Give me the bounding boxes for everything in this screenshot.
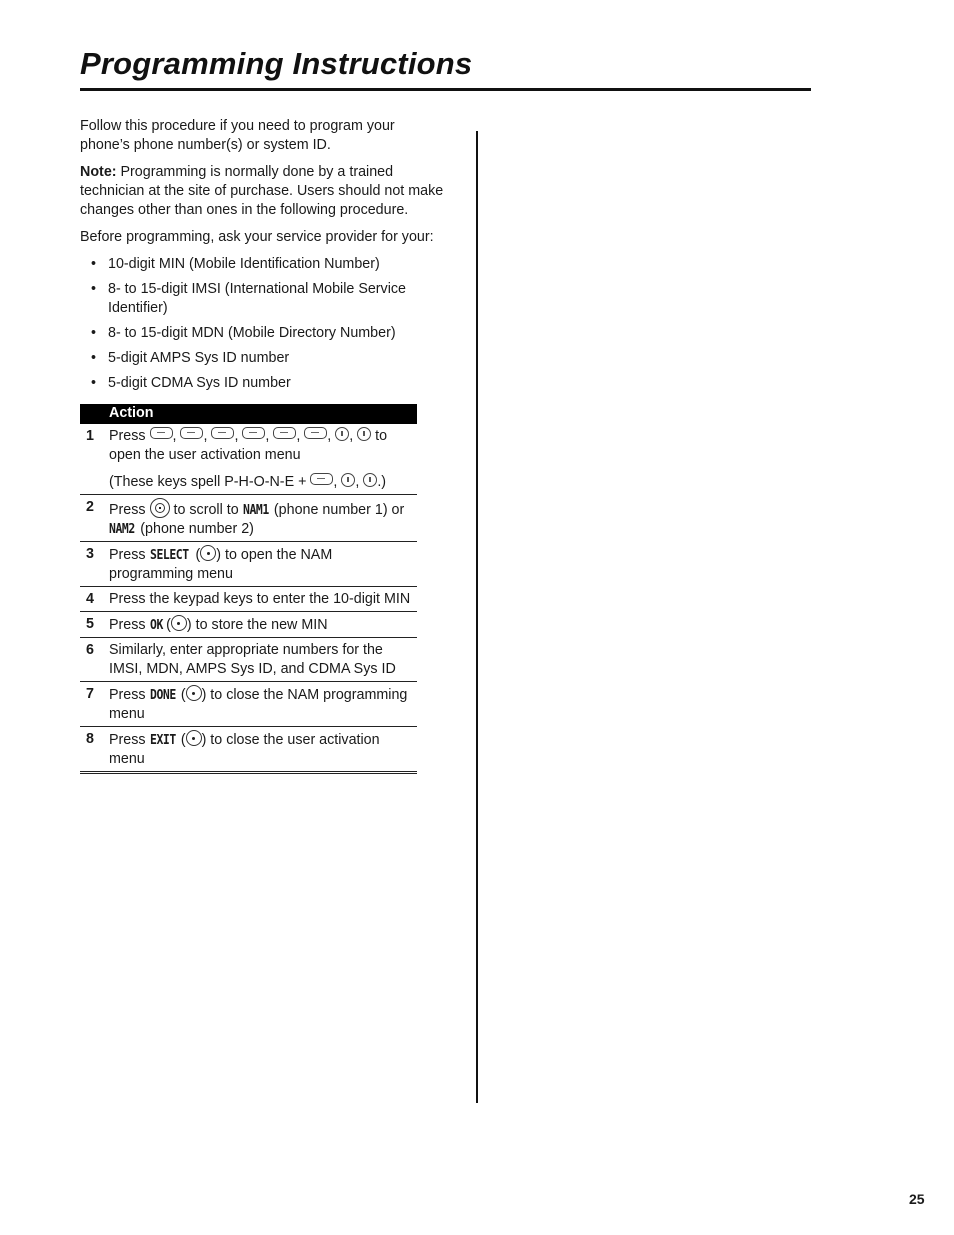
step-number: 6	[80, 638, 109, 682]
title-rule	[80, 88, 811, 91]
step-number: 1	[80, 424, 109, 495]
navigation-key-icon	[150, 498, 170, 518]
step1-sep: ,	[265, 428, 274, 444]
table-header-row	[80, 404, 417, 424]
step7-c: ) to close the NAM programming menu	[109, 687, 408, 722]
step-text: Similarly, enter appropriate numbers for the IMSI, MDN, AMPS Sys ID, and CDMA Sys ID	[109, 638, 417, 682]
step-text	[109, 727, 417, 773]
page-title: Programming Instructions	[80, 46, 473, 81]
menu-key-icon	[363, 473, 377, 487]
menu-key-icon	[341, 473, 355, 487]
menu-key-icon	[335, 427, 349, 441]
table-row	[80, 682, 417, 727]
step1-sep: ,	[296, 428, 305, 444]
step1-note-d: .)	[377, 474, 387, 490]
action-header: Action	[80, 404, 417, 424]
page-number: 25	[909, 1191, 925, 1207]
step-number: 5	[80, 612, 109, 638]
step5-c: ) to store the new MIN	[186, 617, 328, 633]
pound-key-icon	[304, 427, 327, 439]
step2-c: (phone number 1) or	[269, 502, 405, 518]
step1-sep: ,	[234, 428, 243, 444]
6-mno-key-icon	[242, 427, 265, 439]
center-select-key-icon	[186, 685, 202, 701]
step1-press: Press	[109, 428, 150, 444]
list-item: • 5-digit AMPS Sys ID number	[80, 349, 445, 368]
step1-note-a: (These keys spell P-H-O-N-E +	[109, 474, 311, 490]
step-text: Press the keypad keys to enter the 10-digit MIN	[109, 587, 417, 612]
step-text	[109, 424, 417, 495]
step7-b: (	[176, 687, 186, 703]
step-number: 4	[80, 587, 109, 612]
note-text: Programming is normally done by a trained technician at the site of purchase. Users should not make changes other than ones in the following procedure.	[80, 164, 444, 218]
nam1-display-label: NAM1	[242, 503, 269, 518]
step-number: 3	[80, 542, 109, 587]
3-def-key-icon	[273, 427, 296, 439]
requirements-list	[80, 255, 445, 393]
table-row	[80, 727, 417, 773]
table-row	[80, 638, 417, 682]
list-item: • 5-digit CDMA Sys ID number	[80, 374, 445, 393]
4-ghi-key-icon	[180, 427, 203, 439]
nam2-display-label: NAM2	[109, 522, 135, 537]
step-number: 2	[80, 495, 109, 542]
step1-sep: ,	[349, 428, 358, 444]
step1-tail: to open the user activation menu	[109, 428, 388, 463]
step1-sep: ,	[327, 428, 336, 444]
table-row	[80, 495, 417, 542]
step8-c: ) to close the user activation menu	[109, 732, 380, 767]
ok-display-label: OK	[149, 618, 163, 633]
intro-column	[80, 117, 445, 399]
step1-note	[109, 473, 417, 492]
intro-paragraph: Follow this procedure if you need to program your phone’s phone number(s) or system ID.	[80, 118, 395, 153]
step2-a: Press	[109, 502, 150, 518]
step5-a: Press	[109, 617, 150, 633]
menu-key-icon	[357, 427, 371, 441]
done-display-label: DONE	[149, 688, 176, 703]
step5-b: (	[162, 617, 171, 633]
6-mno-key-icon	[211, 427, 234, 439]
before-programming-paragraph: Before programming, ask your service provider for your:	[80, 229, 434, 245]
select-display-label: SELECT	[149, 548, 189, 563]
step7-a: Press	[109, 687, 150, 703]
step1-note-b: ,	[333, 474, 342, 490]
step1-sep: ,	[203, 428, 212, 444]
table-row	[80, 612, 417, 638]
step3-a: Press	[109, 547, 150, 563]
step-number: 8	[80, 727, 109, 773]
step-number: 7	[80, 682, 109, 727]
step-text	[109, 682, 417, 727]
table-row	[80, 424, 417, 495]
step-text	[109, 495, 417, 542]
list-item: • 10-digit MIN (Mobile Identification Number)	[80, 255, 445, 274]
table-row	[80, 542, 417, 587]
note-paragraph	[80, 163, 445, 220]
step-text	[109, 612, 417, 638]
step2-b: to scroll to	[169, 502, 243, 518]
step8-a: Press	[109, 732, 150, 748]
list-item: • 8- to 15-digit MDN (Mobile Directory Number)	[80, 324, 445, 343]
step8-b: (	[176, 732, 186, 748]
step1-sep: ,	[172, 428, 181, 444]
note-label: Note:	[80, 164, 117, 180]
center-select-key-icon	[171, 615, 187, 631]
exit-display-label: EXIT	[149, 733, 176, 748]
step3-b: (	[191, 547, 201, 563]
table-row	[80, 587, 417, 612]
list-item: • 8- to 15-digit IMSI (International Mobile Service Identifier)	[80, 280, 445, 318]
step1-note-c: ,	[355, 474, 364, 490]
step-text	[109, 542, 417, 587]
center-select-key-icon	[186, 730, 202, 746]
center-select-key-icon	[200, 545, 216, 561]
pound-key-icon	[310, 473, 333, 485]
step3-c: ) to open the NAM programming menu	[109, 547, 333, 582]
column-divider	[476, 131, 478, 1103]
7-pqrs-key-icon	[150, 427, 173, 439]
steps-table	[80, 404, 417, 774]
step2-d: (phone number 2)	[136, 521, 254, 537]
